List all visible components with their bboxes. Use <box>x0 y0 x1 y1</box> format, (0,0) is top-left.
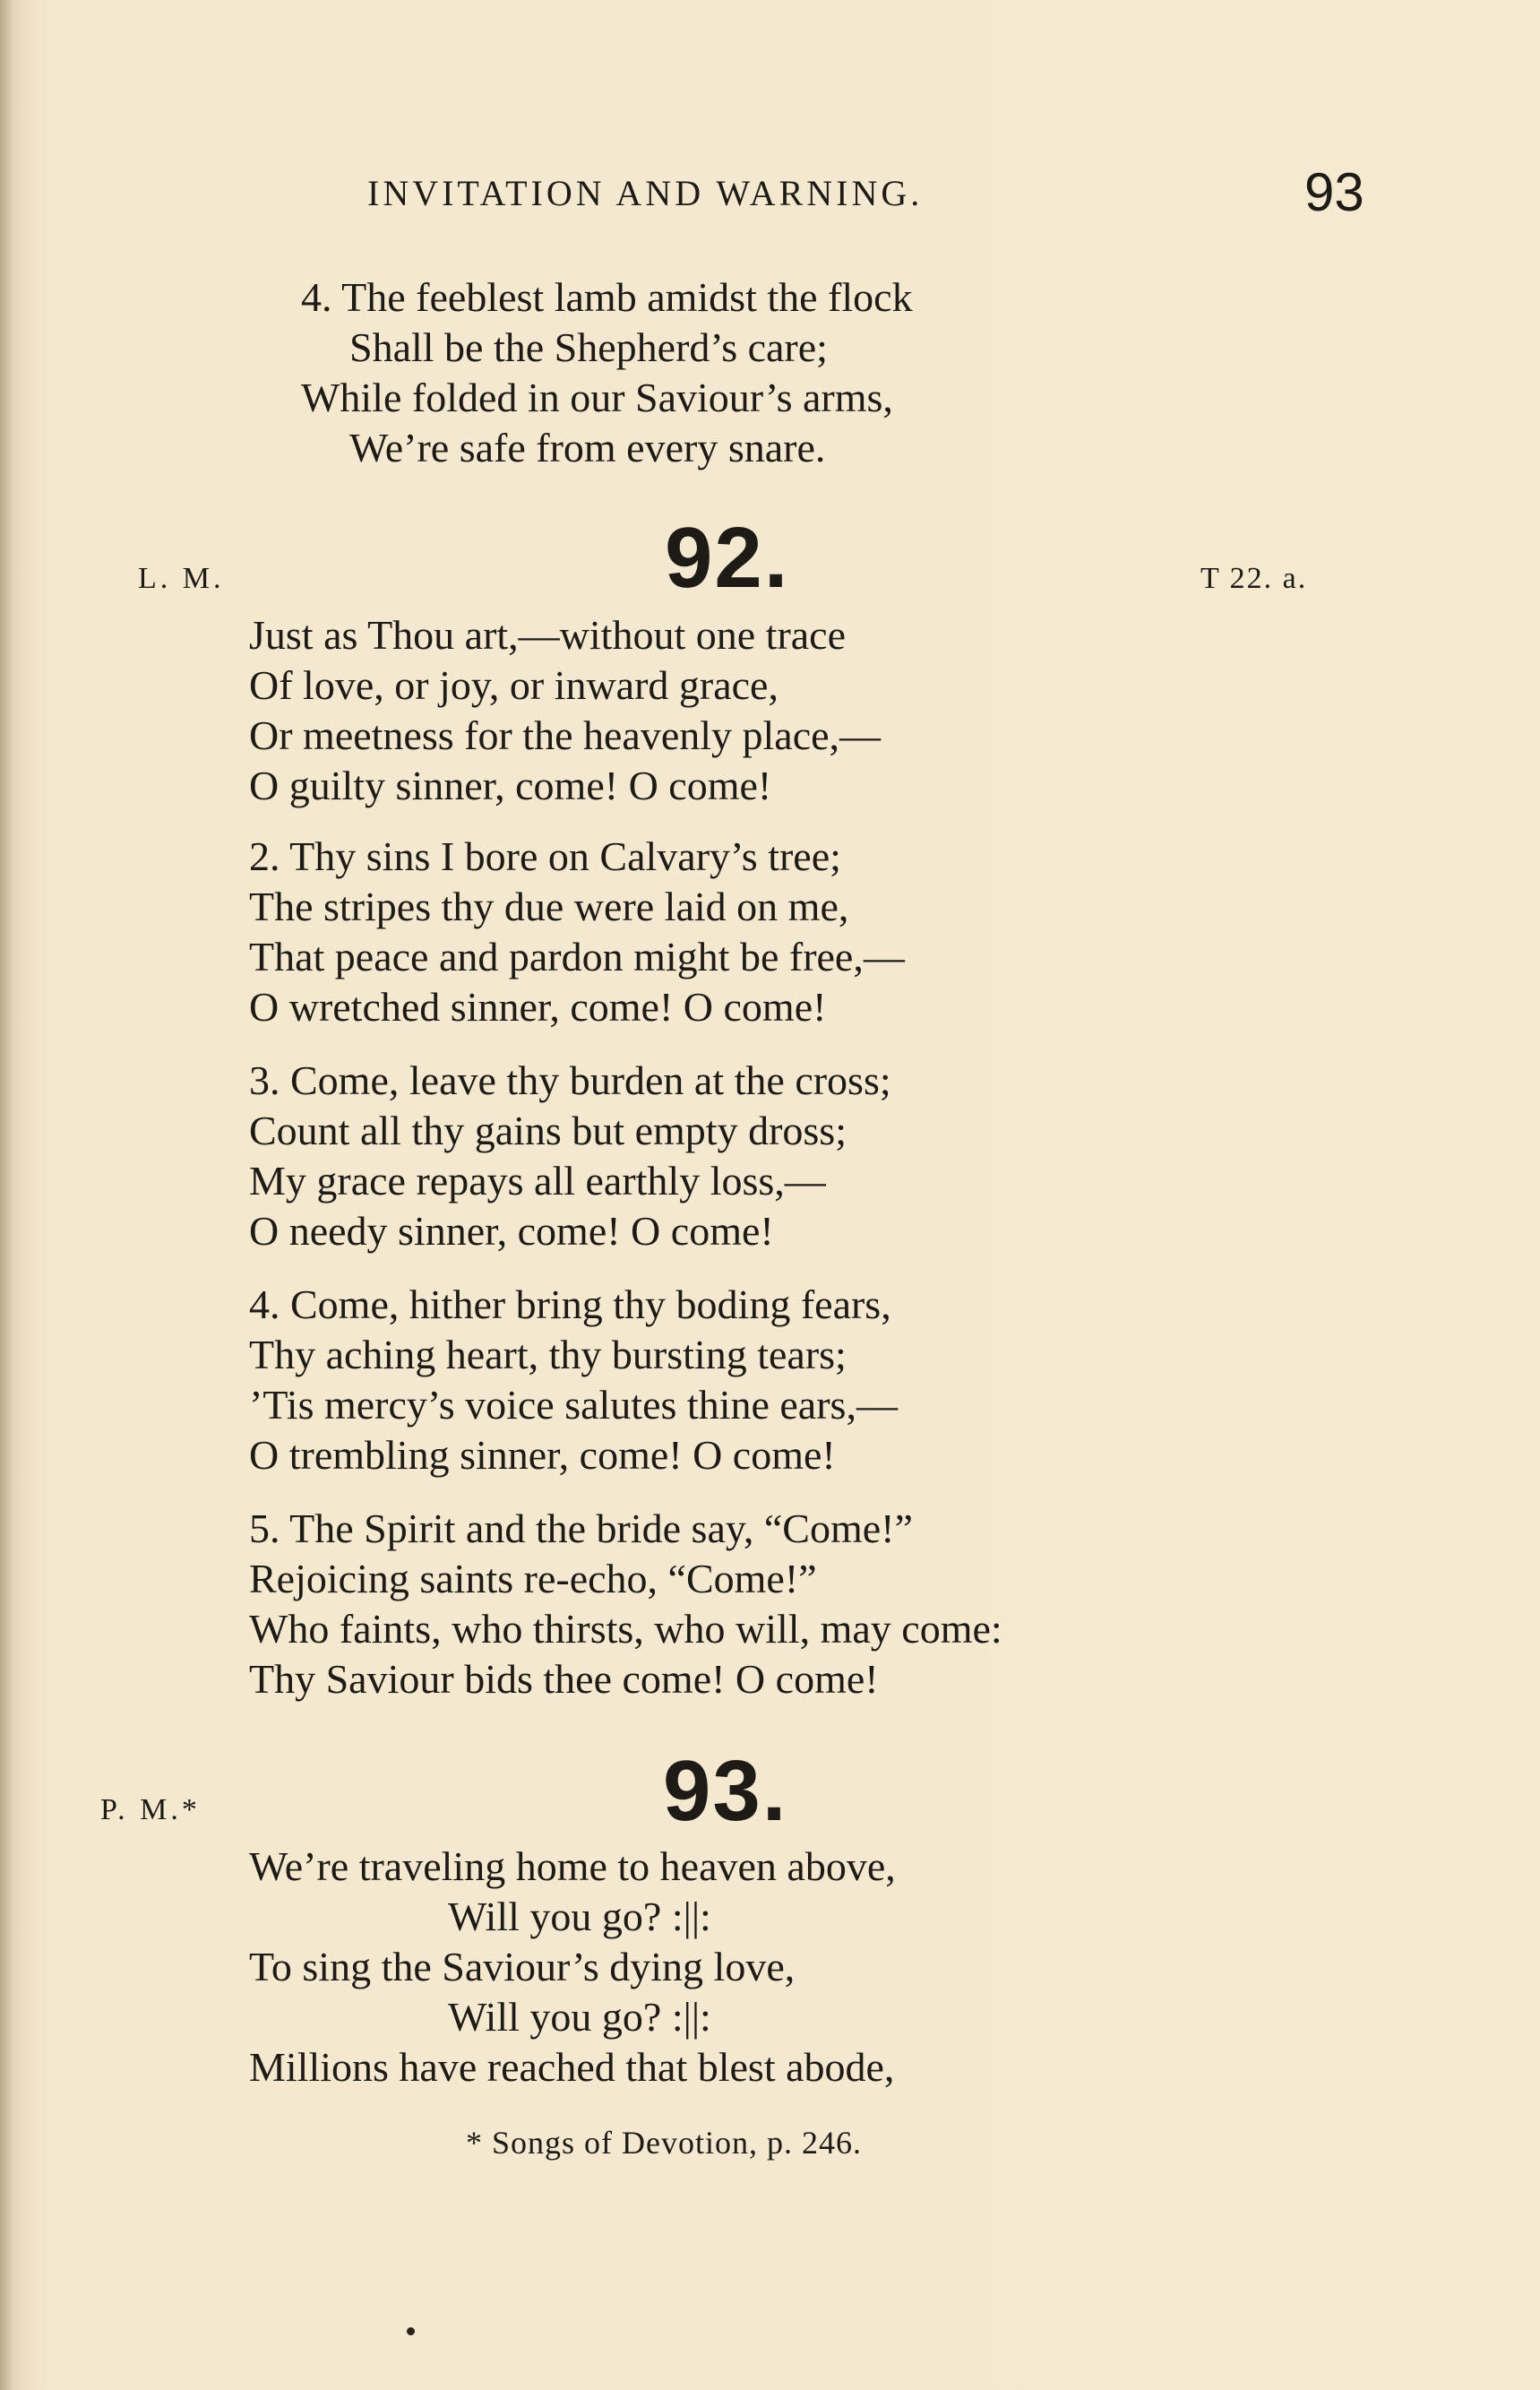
hymn-92-meter: L. M. <box>138 562 225 595</box>
refrain-line: Will you go? :||: <box>448 1994 711 2040</box>
verse-line: We’re traveling home to heaven above, <box>249 1843 896 1889</box>
verse-line: The stripes thy due were laid on me, <box>249 884 849 929</box>
hymn-93-number: 93. <box>663 1743 788 1839</box>
hymn-92-stanza-1 <box>249 610 881 811</box>
verse-line: My grace repays all earthly loss,— <box>249 1158 826 1204</box>
verse-line: Just as Thou art,—without one trace <box>249 612 847 658</box>
verse-line: O guilty sinner, come! O come! <box>249 763 772 808</box>
page-gutter-edge <box>0 0 13 2390</box>
verse-line: Shall be the Shepherd’s care; <box>349 324 828 370</box>
hymn-92-stanza-3 <box>249 1056 891 1256</box>
page-number: 93 <box>1304 162 1364 222</box>
hymn-92-stanza-4 <box>249 1280 898 1480</box>
hymn-92-stanza-2 <box>249 832 905 1032</box>
verse-line: That peace and pardon might be free,— <box>249 934 905 979</box>
verse-line: Millions have reached that blest abode, <box>249 2044 895 2090</box>
verse-line: 2. Thy sins I bore on Calvary’s tree; <box>249 833 841 879</box>
verse-line: O trembling sinner, come! O come! <box>249 1432 836 1478</box>
verse-line: We’re safe from every snare. <box>349 425 826 470</box>
verse-line: 3. Come, leave thy burden at the cross; <box>249 1057 891 1103</box>
verse-line: ’Tis mercy’s voice salutes thine ears,— <box>249 1382 898 1428</box>
hymn-93-stanza-1 <box>249 1842 896 2092</box>
verse-line: Of love, or joy, or inward grace, <box>249 662 779 708</box>
verse-line: 5. The Spirit and the bride say, “Come!” <box>249 1506 913 1551</box>
hymn-92-stanza-5 <box>249 1504 1002 1704</box>
verse-line: Thy aching heart, thy bursting tears; <box>249 1332 847 1377</box>
hymn-92-tune: T 22. a. <box>1200 562 1308 595</box>
verse-line: Count all thy gains but empty dross; <box>249 1108 847 1153</box>
verse-line: While folded in our Saviour’s arms, <box>301 375 893 420</box>
verse-line: O needy sinner, come! O come! <box>249 1208 774 1254</box>
verse-line: Who faints, who thirsts, who will, may come: <box>249 1606 1002 1652</box>
verse-line: 4. The feeblest lamb amidst the flock <box>301 274 913 320</box>
footnote: * Songs of Devotion, p. 246. <box>466 2125 862 2161</box>
verse-line: Thy Saviour bids thee come! O come! <box>249 1656 879 1702</box>
ink-speck <box>407 2327 415 2335</box>
refrain-line: Will you go? :||: <box>448 1894 711 1939</box>
hymn-92-number: 92. <box>665 510 790 606</box>
previous-hymn-stanza <box>301 272 913 473</box>
verse-line: To sing the Saviour’s dying love, <box>249 1944 796 1989</box>
verse-line: Or meetness for the heavenly place,— <box>249 712 882 758</box>
verse-line: 4. Come, hither bring thy boding fears, <box>249 1281 891 1327</box>
verse-line: O wretched sinner, come! O come! <box>249 984 827 1030</box>
verse-line: Rejoicing saints re-echo, “Come!” <box>249 1556 817 1601</box>
running-head: INVITATION AND WARNING. <box>367 173 924 213</box>
hymn-93-meter: P. M.* <box>100 1793 201 1826</box>
